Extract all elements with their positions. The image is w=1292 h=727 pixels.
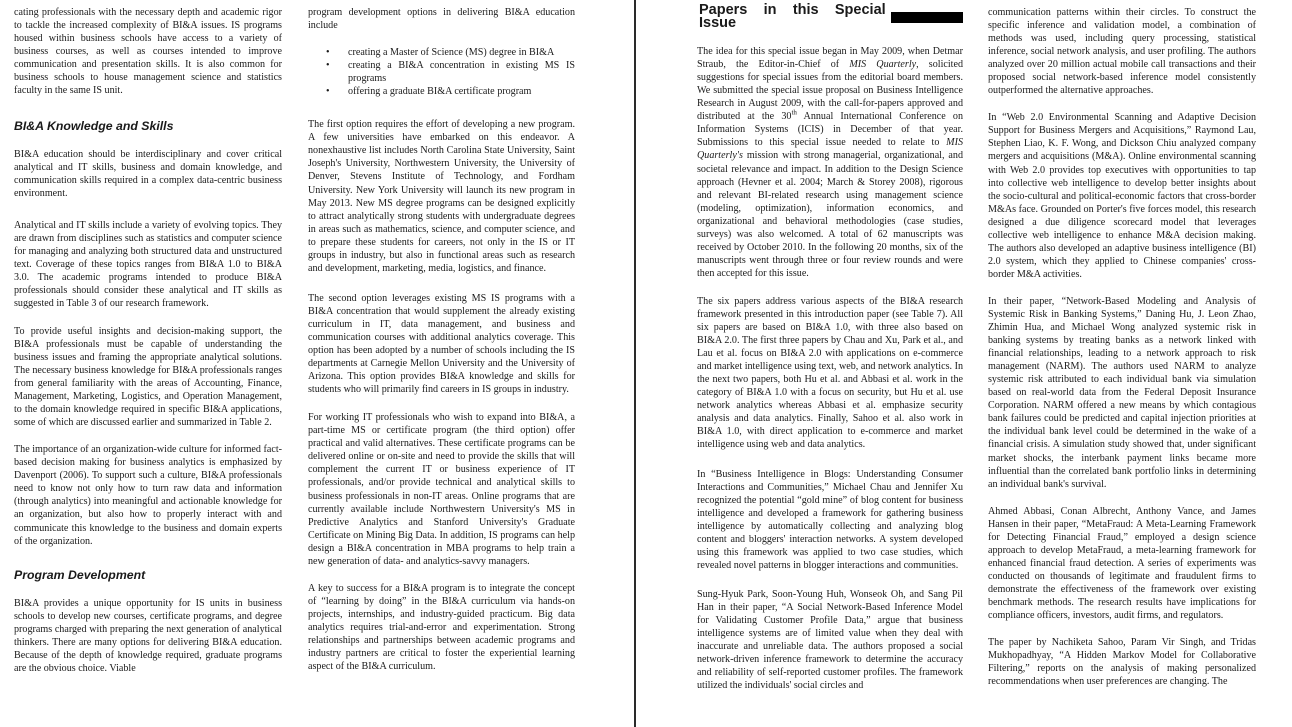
list-item: • creating a Master of Science (MS) degree in BI&A bbox=[308, 46, 575, 59]
section-heading-knowledge-skills: BI&A Knowledge and Skills bbox=[14, 119, 174, 134]
special-issue-title-row bbox=[699, 4, 963, 30]
paragraph: A key to success for a BI&A program is to integrate the concept of “learning by doing” in the BI&A curriculum via hands-on projects, internships, and industry-guided practicum. Big data analytics requires trial-and-error and experimentation. Strong relationships and partnerships between academic programs and industry partners are critical to foster the experiential learning aspect of the BI&A curriculum. bbox=[308, 582, 575, 673]
title-rule bbox=[891, 12, 963, 23]
paragraph: cating professionals with the necessary depth and academic rigor to tackle the increased complexity of BI&A issues. IS programs housed within business schools have access to a variety of business courses, as well as courses intended to improve communication and presentation skills. It is also common for business schools to house management science and statistics faculty in the same IS unit. bbox=[14, 7, 282, 97]
paragraph: The paper by Nachiketa Sahoo, Param Vir Singh, and Tridas Mukhopadhyay, “A Hidden Markov Model for Collaborative Filtering,” reports on the analysis of making personalized recommendations when user preferences are changing. The bbox=[988, 637, 1256, 688]
paragraph: Analytical and IT skills include a variety of evolving topics. They are drawn from disciplines such as statistics and computer science for managing and analyzing both structured data and unstructured text. Coverage of these topics ranges from BI&A 1.0 to BI&A 3.0. The academic programs intended to produce BI&A professionals should consider these analytical and IT skills as suggested in Table 3 of our research framework. bbox=[14, 219, 282, 309]
paragraph: To provide useful insights and decision-making support, the BI&A professionals must be capable of understanding the business issues and framing the appropriate analytical solutions. The necessary business knowledge for BI&A professionals ranges from general familiarity with the areas of Accounting, Finance, Management, Marketing, Logistics, and Operation Management, to the domain knowledge required in specific BI&A applications, some of which are discussed earlier and summarized in Table 2. bbox=[14, 325, 282, 429]
paragraph: In “Business Intelligence in Blogs: Understanding Consumer Interactions and Communities,” Michael Chau and Jennifer Xu recognized the potential “gold mine” of blog content for business intelligence and developed a framework for gathering business intelligence by automatically collecting and analyzing blog content and bloggers' interaction networks. A system developed using this framework was applied to two case studies, which revealed novel patterns in blogger interactions and communities. bbox=[697, 468, 963, 571]
right-page-column-1 bbox=[697, 2, 963, 692]
paragraph: The first option requires the effort of developing a new program. A few universities have embarked on this endeavor. A nonexhaustive list includes North Carolina State University, Saint Joseph's University, Northwestern University, the University of Denver, Stevens Institute of Technology, and Fordham University. New York University will launch its new program in May 2013. New MS degree programs can be designed explicitly to attract analytically strong students with undergraduate degrees in areas such as mathematics, science, and computer science, and to prepare these students for careers, not only in the IS or IT groups in industry, but also in functional areas such as research and development, marketing, media, logistics, and finance. bbox=[308, 119, 575, 274]
paragraph: The second option leverages existing MS IS programs with a BI&A concentration that would supplement the already existing curriculum in IT, data management, and business and communication courses with additional analytics coverage. This option has been adopted by a number of schools including the IS departments at Carnegie Mellon University and the University of Arizona. This option provides BI&A knowledge and skills for students who will primarily find careers in IS groups in industry. bbox=[308, 292, 575, 396]
paragraph: program development options in delivering BI&A education include bbox=[308, 7, 575, 32]
bullet-list bbox=[308, 46, 575, 98]
paragraph: The six papers address various aspects of the BI&A research framework presented in this introduction paper (see Table 7). All six papers are based on BI&A 1.0, with three also based on BI&A 2.0. The first three papers by Chau and Xu, Park et al., and Lau et al. focus on BI&A 2.0 with applications on e-commerce and market intelligence using text, web, and network analytics. In the next two papers, both Hu et al. and Abbasi et al. work in the category of BI&A 1.0 with a focus on security, but Hu et al. use network analytics whereas Abbasi et al. emphasize security analysis and data analytics. Finally, Sahoo et al. also work in BI&A 1.0, with direct application to e-commerce and market intelligence using web and data analytics. bbox=[697, 295, 963, 451]
left-page-column-2 bbox=[308, 6, 575, 673]
section-heading-program-development: Program Development bbox=[14, 567, 146, 582]
list-item: • creating a BI&A concentration in existing MS IS programs bbox=[308, 59, 575, 85]
left-page bbox=[0, 0, 634, 727]
paragraph: In “Web 2.0 Environmental Scanning and Adaptive Decision Support for Business Mergers and Acquisitions,” Raymond Lau, Stephen Liao, K. F. Wong, and Dickson Chiu analyzed company mergers and acquisitions (M&A). Online environmental scanning with Web 2.0 provides top executives with opportunities to tap into collective web intelligence to develop better insights about the socio-cultural and political-economic factors that cross-border M&As face. Grounded on Porter's five forces model, this research designed a due diligence scorecard model that leverages collective web intelligence to enhance M&A decision making. The authors also developed an adaptive business intelligence (BI) 2.0 system, which they applied to Chinese companies' cross-border M&A activities. bbox=[988, 112, 1256, 280]
left-page-column-1 bbox=[14, 6, 282, 675]
right-page-column-2 bbox=[988, 6, 1256, 688]
paragraph: The importance of an organization-wide culture for informed fact-based decision making for business analytics is emphasized by Davenport (2006). To support such a culture, BI&A professionals need to know not only how to turn raw data and information (through analytics) into meaningful and actionable knowledge for an organization, but also how to properly interact with and communicate this knowledge to the business and domain experts of the organization. bbox=[14, 444, 282, 547]
paragraph: Ahmed Abbasi, Conan Albrecht, Anthony Vance, and James Hansen in their paper, “MetaFraud: A Meta-Learning Framework for Detecting Financial Fraud,” employed a design science approach to develop MetaFraud, a meta-learning framework for enhanced financial fraud detection. A series of experiments was conducted on thousands of legitimate and fraudulent firms to demonstrate the effectiveness of the framework over existing benchmark methods. The research results have implications for compliance officers, investors, audit firms, and regulators. bbox=[988, 505, 1256, 622]
list-item: • offering a graduate BI&A certificate program bbox=[308, 85, 575, 98]
paragraph: For working IT professionals who wish to expand into BI&A, a part-time MS or certificate program (the third option) offer practical and valid alternatives. These certificate programs can be delivered online or on-site and need to provide the skills that will complement the current IT or business experience of IT professionals, and/or provide technical and analytical skills to business professionals in non-IT areas. Online programs that are currently available include Northwestern University's MS in Predictive Analytics and Stanford University's Graduate Certificate on Mining Big Data. In addition, IS programs can help design a BI&A concentration in MBA programs to help train a new generation of data- and analytics-savvy managers. bbox=[308, 412, 575, 567]
right-page bbox=[636, 0, 1292, 727]
paragraph: BI&A provides a unique opportunity for IS units in business schools to develop new courses, certificate programs, and degree programs charged with preparing the next generation of analytical thinkers. There are many options for delivering BI&A education. Because of the depth of knowledge required, graduate programs are the obvious choice. Viable bbox=[14, 597, 282, 674]
paragraph: communication patterns within their circles. To construct the specific inference and validation model, a combination of methods was used, including query processing, statistical inference, social network analysis, and user profiling. The authors analyzed over 20 million actual mobile call transactions and their proposed social network-based inference model consistently outperformed the alternative approaches. bbox=[988, 7, 1256, 97]
paragraph: BI&A education should be interdisciplinary and cover critical analytical and IT skills, business and domain knowledge, and communication skills required in a complex data-centric business environment. bbox=[14, 149, 282, 200]
page-title: Papers in this Special Issue bbox=[699, 2, 886, 32]
paragraph: In their paper, “Network-Based Modeling and Analysis of Systemic Risk in Banking Systems,” Daning Hu, J. Leon Zhao, Zhimin Hua, and Michael Wong analyzed systemic risk in banking systems by treating banks as a network linked with financial relationships, leading to a network approach to risk management (NARM). The authors used NARM to analyze systemic risk attributed to each individual bank via simulation based on real-world data from the Federal Deposit Insurance Corporation. NARM offered a new means by which contagious bank failures could be predicted and capital injection priorities at the individual bank level could be determined in the wake of a financial crisis. A simulation study showed that, under significant market shocks, the interbank payment links became more influential than the correlated bank portfolio links in determining an individual bank's survival. bbox=[988, 295, 1256, 490]
paragraph: The idea for this special issue began in May 2009, when Detmar Straub, the Editor-in-Chief of MIS Quarterly, solicited suggestions for special issues from the editorial board members. We submitted the special issue proposal on Business Intelligence Research in August 2009, with the call-for-papers approved and distributed at the 30th Annual International Conference on Information Systems (ICIS) in December of that year. Submissions to this special issue needed to relate to MIS Quarterly's mission with strong managerial, organizational, and societal relevance and impact. In addition to the Design Science approach (Hevner et al. 2004; March & Storey 2008), rigorous and relevant BI-related research using management science (modeling, optimization), information economics, and organizational and behavioral methodologies (case studies, surveys) was also welcomed. A total of 62 manuscripts was received by October 2010. In the following 20 months, six of the manuscripts went through three or four review rounds and were then accepted for this issue. bbox=[697, 46, 963, 279]
paragraph: Sung-Hyuk Park, Soon-Young Huh, Wonseok Oh, and Sang Pil Han in their paper, “A Social Network-Based Inference Model for Validating Customer Profile Data,” argue that business intelligence systems are of limited value when they deal with inaccurate and unreliable data. The authors proposed a social network-driven inference framework to determine the accuracy and reliability of self-reported customer profiles. The framework utilized the individuals' social circles and bbox=[697, 588, 963, 692]
